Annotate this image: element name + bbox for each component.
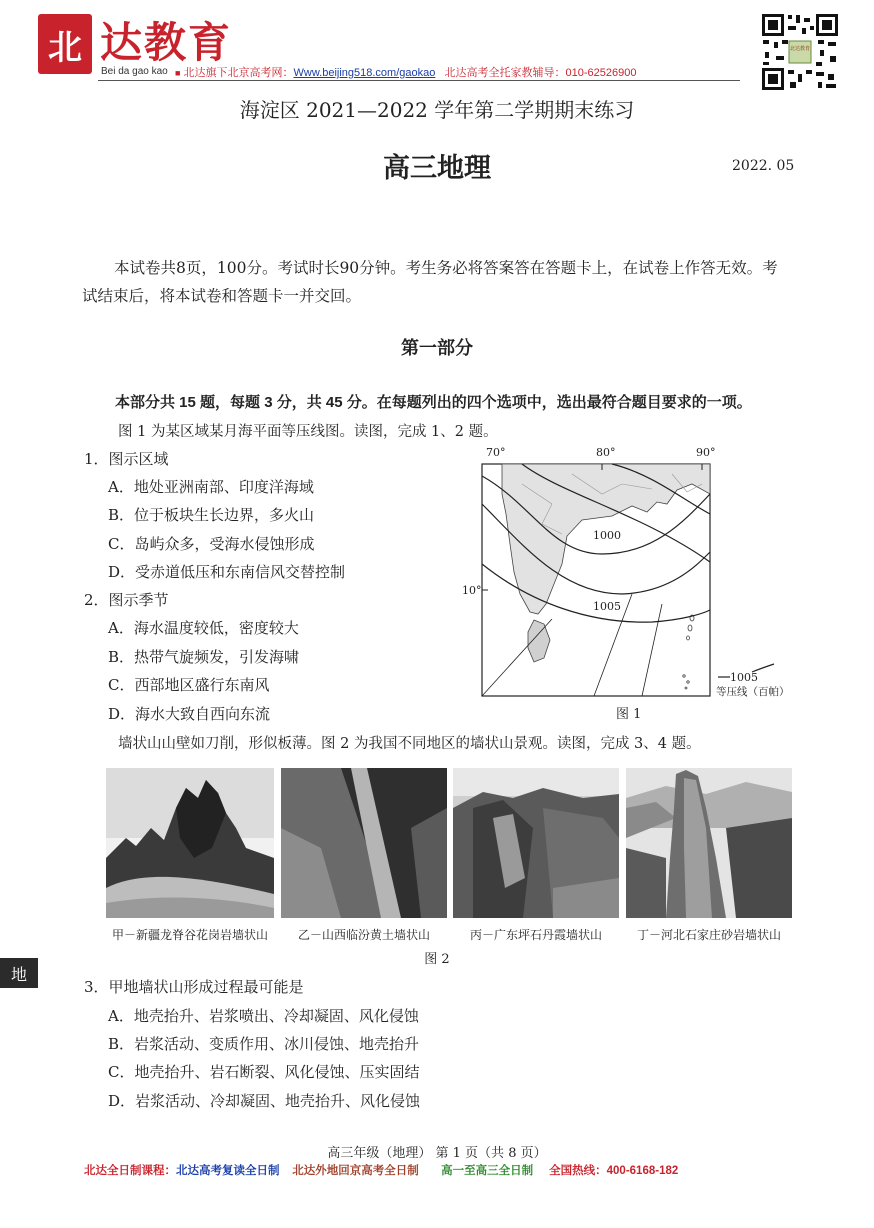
course-link[interactable]: 北达高考复读全日制 [176,1165,280,1177]
photo-sandstone-wall [626,768,792,918]
isobar-label: 1000 [593,529,621,542]
photo-caption: 丁－河北石家庄砂岩墙状山 [636,928,781,942]
page-footer: 高三年级（地理） 第 1 页（共 8 页） [327,1146,547,1161]
legend-text: 等压线（百帕） [716,686,790,698]
isobar-map [462,444,812,724]
course-link[interactable]: 高一至高三全日制 [441,1165,534,1177]
legend-value: 1005 [730,671,758,684]
subject-side-tab: 地 [0,958,38,988]
exam-date: 2022. 05 [732,158,795,174]
question-stem: 2．图示季节 [84,591,169,609]
bullet-square-icon: ■ [175,68,181,78]
isobar-label: 1005 [593,600,621,613]
intro-paragraph: 本试卷共8页，100分。考试时长90分钟。考生务必将答案答在答题卡上，在试卷上作答无效。考试结束后，将本试卷和答题卡一并交回。 [82,259,778,305]
option: A．地壳抬升、岩浆喷出、冷却凝固、风化侵蚀 [108,1007,419,1025]
option: D．海水大致自西向东流 [108,705,271,723]
option: A．地处亚洲南部、印度洋海域 [108,478,314,496]
logo-char: 北 [48,27,82,68]
part-instruction: 本部分共 15 题，每题 3 分，共 45 分。在每题列出的四个选项中，选出最符合题目要求的一项。 [115,394,752,411]
photo-danxia-wall [453,768,619,918]
lon-label: 70° [486,446,506,459]
subject-title: 高三地理 [383,153,491,184]
lon-label: 90° [696,446,716,459]
option: C．西部地区盛行东南风 [108,676,270,694]
logo-pinyin: Bei da gao kao [101,66,168,77]
option: D．岩浆活动、冷却凝固、地壳抬升、风化侵蚀 [108,1092,421,1110]
option: C．岛屿众多，受海水侵蚀形成 [108,535,315,553]
course-label: 北达全日制课程： [84,1165,176,1177]
option: B．热带气旋频发，引发海啸 [108,648,300,666]
photo-caption: 甲－新疆龙脊谷花岗岩墙状山 [111,928,268,942]
hotline: 全国热线：400-6168-182 [549,1165,679,1177]
fig1-intro: 图 1 为某区域某月海平面等压线图。读图，完成 1、2 题。 [118,424,498,440]
photo-caption: 丙－广东坪石丹霞墙状山 [469,928,602,942]
qr-badge-text: 北达教育 [789,46,811,52]
lon-label: 80° [596,446,616,459]
org-line: 北达旗下北京高考网： [183,67,294,79]
photo-caption: 乙－山西临汾黄土墙状山 [297,928,430,942]
photo-loess-wall [281,768,447,918]
promo-footer [84,1162,678,1178]
logo-mark [38,14,92,74]
exam-title: 海淀区 2021—2022 学年第二学期期末练习 [239,98,635,122]
option: C．地壳抬升、岩石断裂、风化侵蚀、压实固结 [108,1063,420,1081]
course-link[interactable]: 北达外地回京高考全日制 [292,1165,419,1177]
qr-code-icon [760,12,840,92]
header-divider [98,80,740,81]
option: A．海水温度较低，密度较大 [108,619,299,637]
logo-text: 达教育 [100,18,233,67]
part-title: 第一部分 [401,338,473,359]
website-link[interactable]: Www.beijing518.com/gaokao [293,67,436,79]
option: B．岩浆活动、变质作用、冰川侵蚀、地壳抬升 [108,1035,420,1053]
photo-granite-wall [106,768,274,918]
question-stem: 3．甲地墙状山形成过程最可能是 [84,978,304,996]
tutor-line: 北达高考全托家教辅导：010-62526900 [444,67,637,79]
figure-caption: 图 1 [616,707,642,722]
option: D．受赤道低压和东南信风交替控制 [108,563,346,581]
header-info-line [175,64,637,80]
fig2-intro: 墙状山山壁如刀削，形似板薄。图 2 为我国不同地区的墙状山景观。读图，完成 3、4 题。 [118,736,701,752]
option: B．位于板块生长边界，多火山 [108,506,315,524]
figure2-caption: 图 2 [424,952,450,967]
lat-label: 10° [462,584,482,597]
question-stem: 1．图示区域 [84,450,169,468]
